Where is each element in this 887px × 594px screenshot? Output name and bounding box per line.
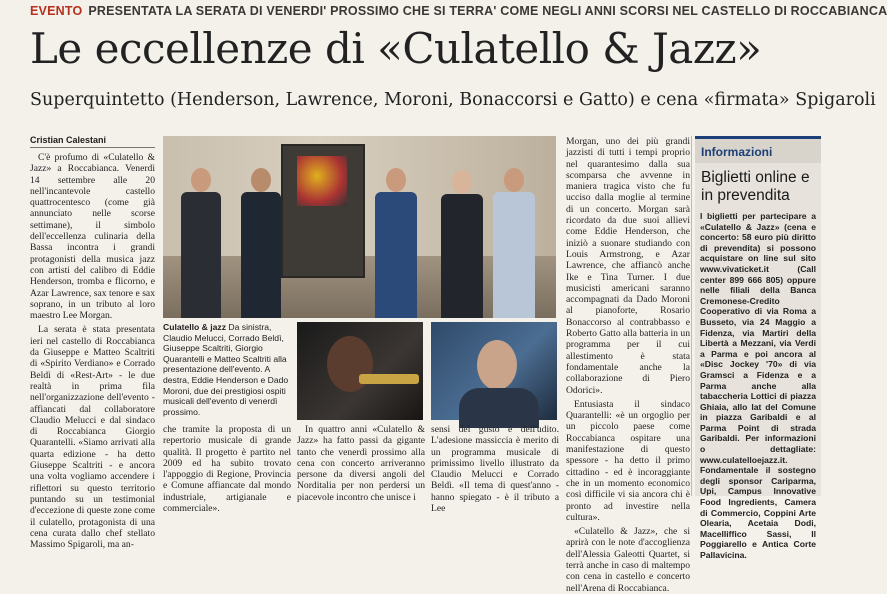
moroni-photo — [431, 322, 557, 420]
headline: Le eccellenze di «Culatello & Jazz» — [30, 24, 762, 73]
paragraph: Morgan, uno dei più grandi jazzisti di tutti i tempi proprio nel quarantesimo dalla sua scomparsa che avvenne in maniera tragica visto che fu ucciso dalla moglie al termine di un concerto. Morgan sarà ricordato da due suoi allievi come Eddie Henderson, che iniziò a suonare studiando con Louis Armstrong, e Azar Lawrence, che affiancò anche Ike e Tina Turner. I due musicisti americani saranno accompagnati da Dado Moroni al pianoforte, Rosario Bonaccorso al contrabbasso e Roberto Gatto alla batteria in un programma per il cui allestimento è stata fondamentale anche la collaborazione di Piero Odorici». — [566, 136, 690, 396]
sidebar-text: I biglietti per partecipare a «Culatello & Jazz» (cena e concerto: 58 euro più diritto di prevendita) si possono acquistare on line sul sito www.vivaticket.it (Call center 899 666 805) oppure nelle filiali della Banca Cremonese-Credito Cooperativo di via Roma a Busseto, via 24 Maggio a Fidenza, via Martiri della Libertà a Mezzani, via Verdi a Parma e poi ancora al «Disc Jockey '70» di via Gramsci a Fidenza e a Parma anche alla tabaccheria Lottici di piazza Ghiaia, allo Iat del Comune in piazza Garibaldi e al Parma Point di strada Garibaldi. Per informazioni o dettagliate: www.culatelloejazz.it. Fondamentale il sostegno degli sponsor Cariparma, Upi, Campus Innovative Food Ingredients, Camera di Commercio, Coppini Arte Olearia, Acetaia Dodi, Macelliffico Sassi, Il Poggiarello e Antica Corte Pallavicina. — [700, 211, 816, 560]
byline: Cristian Calestani — [30, 135, 155, 148]
info-sidebar — [695, 136, 821, 560]
paragraph: Entusiasta il sindaco Quarantelli: «è un orgoglio per un piccolo paese come Roccabianca ospitare una manifestazione di questo spessore - ha detto il primo cittadino - ed è incoraggiante che in un momento economico così difficile vi sia ancora chi è pronto ad investire nella cultura». — [566, 398, 690, 523]
kicker-text: PRESENTATA LA SERATA DI VENERDI' PROSSIMO CHE SI TERRA' COME NEGLI ANNI SCORSI NEL CASTELLO DI ROCCABIANCA — [88, 4, 887, 18]
paragraph: «Culatello & Jazz», che si aprirà con le note d'accoglienza dell'Alessia Galeotti Quartet, si terrà anche in caso di maltempo con cena in castello e concerto nell'Arena di Roccabianca. — [566, 526, 690, 594]
paragraph: che tramite la proposta di un repertorio musicale di grande qualità. Il progetto è partito nel 2009 ed ha subito trovato l'appoggio di Regione, Provincia e Comune affiancate dal mondo industriale, artigianale e commerciale». — [163, 424, 291, 515]
section-tag: EVENTO — [30, 4, 83, 18]
article-kicker — [30, 4, 887, 18]
sidebar-header: Informazioni — [695, 136, 821, 163]
paragraph: La serata è stata presentata ieri nel castello di Roccabianca da Giuseppe e Matteo Scaltriti di «Spirito Verdiano» e Corrado Beldì di «Rest-Art» - le due realtà in prima fila nell'organizzazione dell'evento - affiancati dal collaboratore Claudio Melucci e dal sindaco di Roccabianca Giorgio Quarantelli. «Siamo arrivati alla quarta edizione - ha detto Giuseppe Scaltriti - e ancora una volta vogliamo accendere i riflettori su questo territorio puntando su un testimonial d'eccezione di queste zone come il culatello, protagonista di una cena curata dallo chef stellato Massimo Spigaroli, ma an- — [30, 324, 155, 551]
poster-panel — [281, 144, 365, 278]
subheadline: Superquintetto (Henderson, Lawrence, Moroni, Bonaccorsi e Gatto) e cena «firmata» Spigaroli — [30, 90, 876, 110]
article-column-1 — [30, 152, 155, 551]
paragraph: sensi del gusto e dell'udito. L'adesione massiccia è merito di un programma musicale di primissimo livello illustrato da Claudio Melucci e Corrado Beldì. «Il tema di quest'anno - hanno spiegato - è il tributo a Lee — [431, 424, 559, 515]
article-column-3 — [297, 424, 425, 503]
article-column-4 — [431, 424, 559, 515]
article-column-5 — [566, 136, 690, 594]
paragraph: C'è profumo di «Culatello & Jazz» a Roccabianca. Venerdì 14 settembre alle 20 nell'incantevole castello quattrocentesco (come già annunciato nelle scorse settimane), il simbolo dell'eccellenza culinaria della Bassa incontra i grandi protagonisti della musica jazz con artisti del calibro di Eddie Henderson, tromba e flicorno, e Azar Lawrence, sax tenore e sax soprano, in un tributo al loro maestro Lee Morgan. — [30, 152, 155, 322]
paragraph: In quattro anni «Culatello & Jazz» ha fatto passi da gigante tanto che venerdì prossimo alla cena con concerto arriveranno persone da diversi angoli del Norditalia per non perdersi un piacevole incontro che unisce i — [297, 424, 425, 503]
group-photo — [163, 136, 556, 318]
article-column-2 — [163, 424, 291, 515]
photo-caption — [163, 322, 293, 420]
caption-lead: Culatello & jazz — [163, 322, 227, 332]
sidebar-title: Biglietti online e in prevendita — [701, 169, 810, 204]
caption-text: Da sinistra, Claudio Melucci, Corrado Beldì, Giuseppe Scaltriti, Giorgio Quarantelli e Matteo Scaltriti alla presentazione dell'evento. A destra, Eddie Henderson e Dado Moroni, due dei prestigiosi ospiti musicali dell'evento di venerdì prossimo. — [163, 322, 289, 417]
henderson-photo — [297, 322, 423, 420]
